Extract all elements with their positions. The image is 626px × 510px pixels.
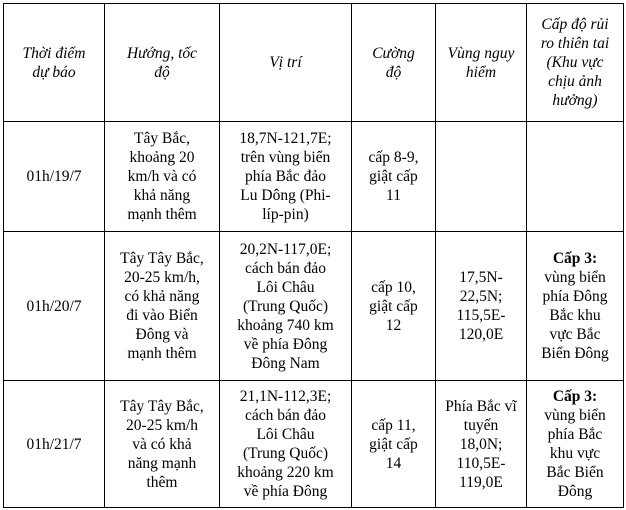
header-time: Thời điểm dự báo xyxy=(4,4,105,122)
cell-risk-level xyxy=(527,232,624,381)
header-direction: Hướng, tốc độ xyxy=(105,4,220,122)
cell-direction: Tây Bắc, khoảng 20 km/h và có khả năng mạnh thêm xyxy=(105,122,220,232)
header-intensity: Cường độ xyxy=(352,4,436,122)
risk-level-detail: vùng biển phía Bắc khu vực Bắc Biển Đông xyxy=(544,407,606,500)
header-position: Vị trí xyxy=(220,4,352,122)
risk-level-label: Cấp 3: xyxy=(552,388,598,405)
cell-position: 21,1N-112,3E; cách bán đảo Lôi Châu (Trung Quốc) khoảng 220 km về phía Đông xyxy=(220,381,352,508)
cell-danger-zone: Phía Bắc vĩ tuyến 18,0N; 110,5E- 119,0E xyxy=(436,381,527,508)
table-header-row xyxy=(4,4,624,122)
header-risk-level: Cấp độ rủi ro thiên tai (Khu vực chịu ảnh hưởng) xyxy=(527,4,624,122)
cell-intensity: cấp 8-9, giật cấp 11 xyxy=(352,122,436,232)
cell-position: 18,7N-121,7E; trên vùng biển phía Bắc đảo Lu Dông (Phi- líp-pin) xyxy=(220,122,352,232)
cell-time: 01h/19/7 xyxy=(4,122,105,232)
risk-level-detail: vùng biển phía Đông Bắc khu vực Bắc Biển Đông xyxy=(541,269,609,362)
table-row xyxy=(4,232,624,381)
cell-time: 01h/21/7 xyxy=(4,381,105,508)
cell-danger-zone xyxy=(436,122,527,232)
cell-risk-level xyxy=(527,381,624,508)
table-row xyxy=(4,381,624,508)
forecast-table xyxy=(3,3,624,508)
cell-intensity: cấp 10, giật cấp 12 xyxy=(352,232,436,381)
cell-position: 20,2N-117,0E; cách bán đảo Lôi Châu (Trung Quốc) khoảng 740 km về phía Đông Đông Nam xyxy=(220,232,352,381)
header-danger-zone: Vùng nguy hiểm xyxy=(436,4,527,122)
cell-direction: Tây Tây Bắc, 20-25 km/h, có khả năng đi vào Biển Đông và mạnh thêm xyxy=(105,232,220,381)
cell-direction: Tây Tây Bắc, 20-25 km/h và có khả năng mạnh thêm xyxy=(105,381,220,508)
cell-time: 01h/20/7 xyxy=(4,232,105,381)
table-row xyxy=(4,122,624,232)
cell-risk-level xyxy=(527,122,624,232)
cell-intensity: cấp 11, giật cấp 14 xyxy=(352,381,436,508)
risk-level-label: Cấp 3: xyxy=(552,250,598,267)
cell-danger-zone: 17,5N- 22,5N; 115,5E- 120,0E xyxy=(436,232,527,381)
